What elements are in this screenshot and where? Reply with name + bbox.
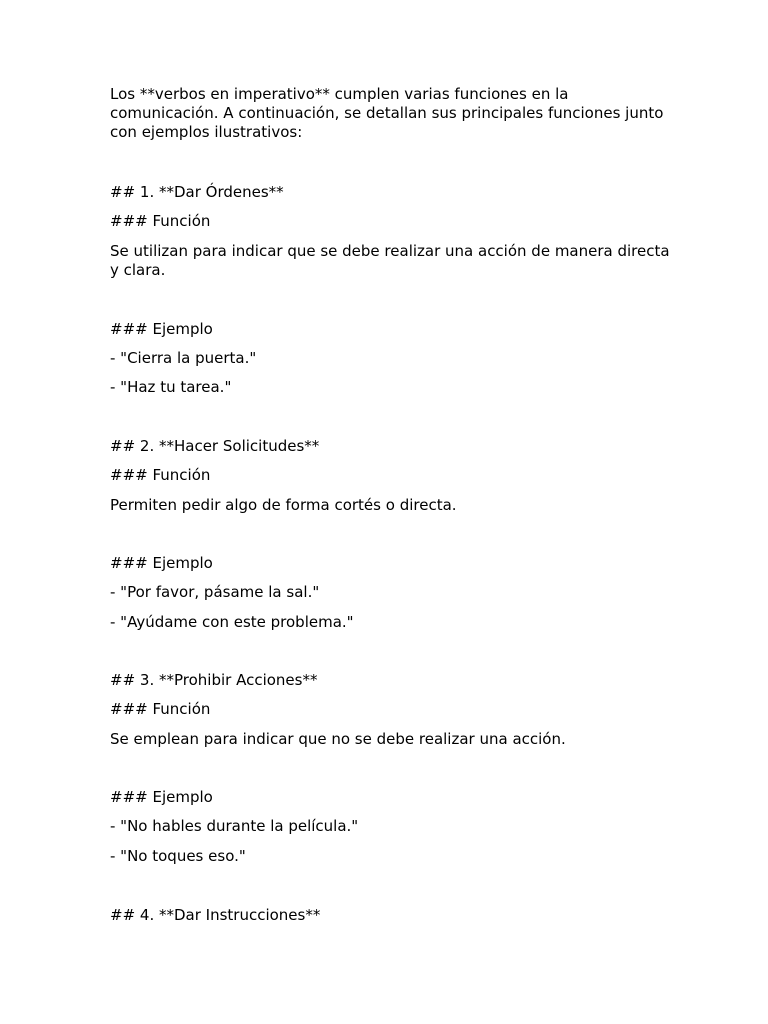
- section-3-function-heading: ### Función: [110, 700, 211, 718]
- section-2-function-text: Permiten pedir algo de forma cortés o directa.: [110, 496, 457, 514]
- section-2-function-heading: ### Función: [110, 466, 211, 484]
- section-3-example-2: - "No toques eso.": [110, 847, 246, 865]
- section-1-heading: ## 1. **Dar Órdenes**: [110, 183, 284, 201]
- section-1-example-heading: ### Ejemplo: [110, 320, 213, 338]
- section-2-example-2: - "Ayúdame con este problema.": [110, 613, 354, 631]
- section-4-heading: ## 4. **Dar Instrucciones**: [110, 906, 321, 924]
- section-3-heading: ## 3. **Prohibir Acciones**: [110, 671, 318, 689]
- section-1-example-2: - "Haz tu tarea.": [110, 378, 232, 396]
- section-1-example-1: - "Cierra la puerta.": [110, 349, 257, 367]
- intro-paragraph: Los **verbos en imperativo** cumplen varias funciones en la comunicación. A continuación, se detallan sus principales funciones junto con ejemplos ilustrativos:: [110, 85, 669, 141]
- section-2-example-heading: ### Ejemplo: [110, 554, 213, 572]
- section-2-example-1: - "Por favor, pásame la sal.": [110, 583, 320, 601]
- section-3-example-heading: ### Ejemplo: [110, 788, 213, 806]
- section-1-function-heading: ### Función: [110, 212, 211, 230]
- section-3-example-1: - "No hables durante la película.": [110, 817, 359, 835]
- section-1-function-text: Se utilizan para indicar que se debe realizar una acción de manera directa y clara.: [110, 242, 675, 279]
- section-3-function-text: Se emplean para indicar que no se debe realizar una acción.: [110, 730, 566, 748]
- section-2-heading: ## 2. **Hacer Solicitudes**: [110, 437, 320, 455]
